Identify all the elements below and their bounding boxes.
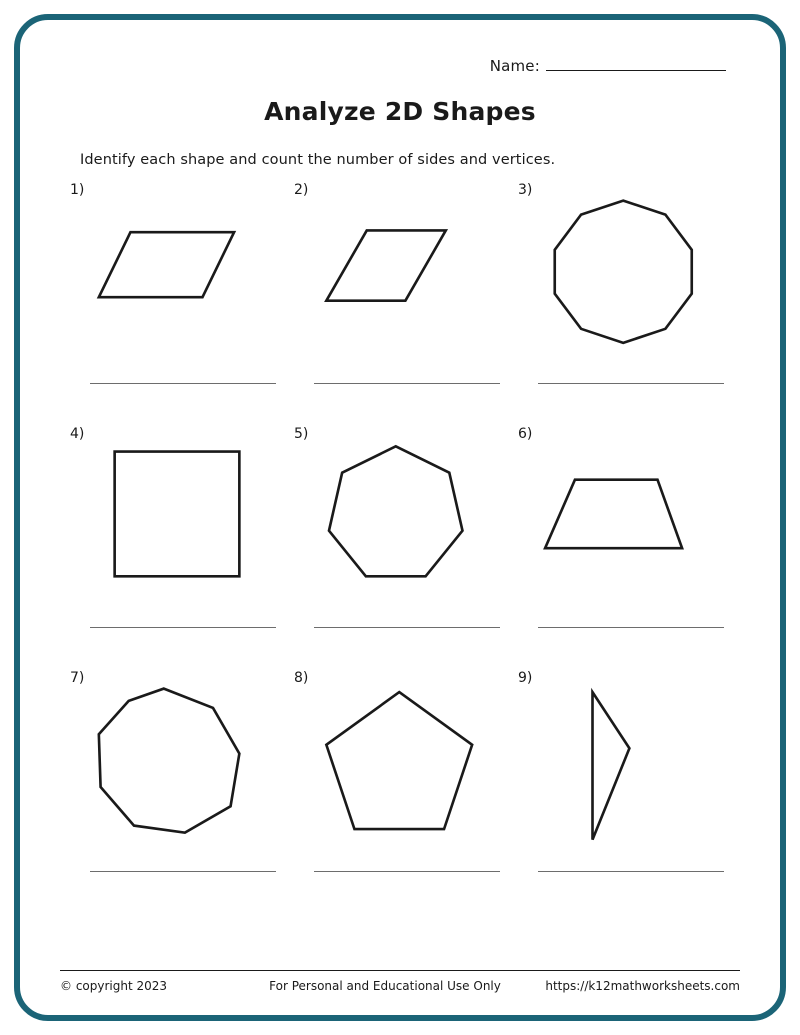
problem-number: 8): [294, 670, 309, 686]
worksheet-border: [14, 14, 786, 1021]
problem-number: 5): [294, 426, 309, 442]
problem-item: [512, 662, 736, 906]
shape-square: [76, 428, 278, 614]
shape-heptagon: [300, 428, 502, 614]
shape-polygon: [99, 689, 240, 833]
name-row: [64, 56, 726, 75]
shape-polygon: [593, 692, 630, 840]
shape-polygon: [329, 446, 462, 576]
problem-number: 2): [294, 182, 309, 198]
shape-polygon: [115, 452, 240, 577]
name-label: Name:: [489, 57, 540, 75]
problem-item: [288, 662, 512, 906]
shape-polygon: [326, 230, 445, 300]
name-input[interactable]: [546, 56, 726, 71]
problem-item: [288, 174, 512, 418]
shape-parallelogram-steep: [300, 184, 502, 370]
shape-triangle: [524, 672, 726, 858]
answer-line[interactable]: [538, 871, 724, 872]
shape-polygon: [99, 232, 234, 297]
shape-nonagon: [76, 672, 278, 858]
problem-item: [64, 662, 288, 906]
answer-line[interactable]: [538, 383, 724, 384]
problem-number: 7): [70, 670, 85, 686]
footer-copyright: © copyright 2023: [60, 979, 168, 993]
answer-line[interactable]: [314, 627, 500, 628]
problem-item: [64, 174, 288, 418]
footer-divider: [60, 970, 740, 971]
footer-url: https://k12mathworksheets.com: [545, 979, 740, 993]
instructions-text: Identify each shape and count the number of sides and vertices.: [80, 152, 556, 168]
problem-number: 1): [70, 182, 85, 198]
footer: [60, 970, 740, 993]
problem-item: [512, 418, 736, 662]
answer-line[interactable]: [90, 383, 276, 384]
footer-usage-note: For Personal and Educational Use Only: [269, 979, 501, 993]
shape-polygon: [555, 201, 692, 343]
answer-line[interactable]: [538, 627, 724, 628]
problem-item: [288, 418, 512, 662]
problem-number: 9): [518, 670, 533, 686]
shape-polygon: [545, 480, 682, 549]
shape-trapezoid: [524, 428, 726, 614]
worksheet-content: [20, 20, 780, 1015]
problem-number: 4): [70, 426, 85, 442]
problem-number: 3): [518, 182, 533, 198]
page-title: Analyze 2D Shapes: [264, 97, 536, 126]
answer-line[interactable]: [314, 871, 500, 872]
shape-pentagon: [300, 672, 502, 858]
problem-number: 6): [518, 426, 533, 442]
problem-item: [64, 418, 288, 662]
problem-grid: [64, 174, 736, 906]
shape-polygon: [326, 692, 472, 829]
answer-line[interactable]: [90, 871, 276, 872]
answer-line[interactable]: [314, 383, 500, 384]
answer-line[interactable]: [90, 627, 276, 628]
shape-parallelogram: [76, 184, 278, 370]
shape-decagon: [524, 184, 726, 370]
problem-item: [512, 174, 736, 418]
footer-row: [60, 979, 740, 993]
